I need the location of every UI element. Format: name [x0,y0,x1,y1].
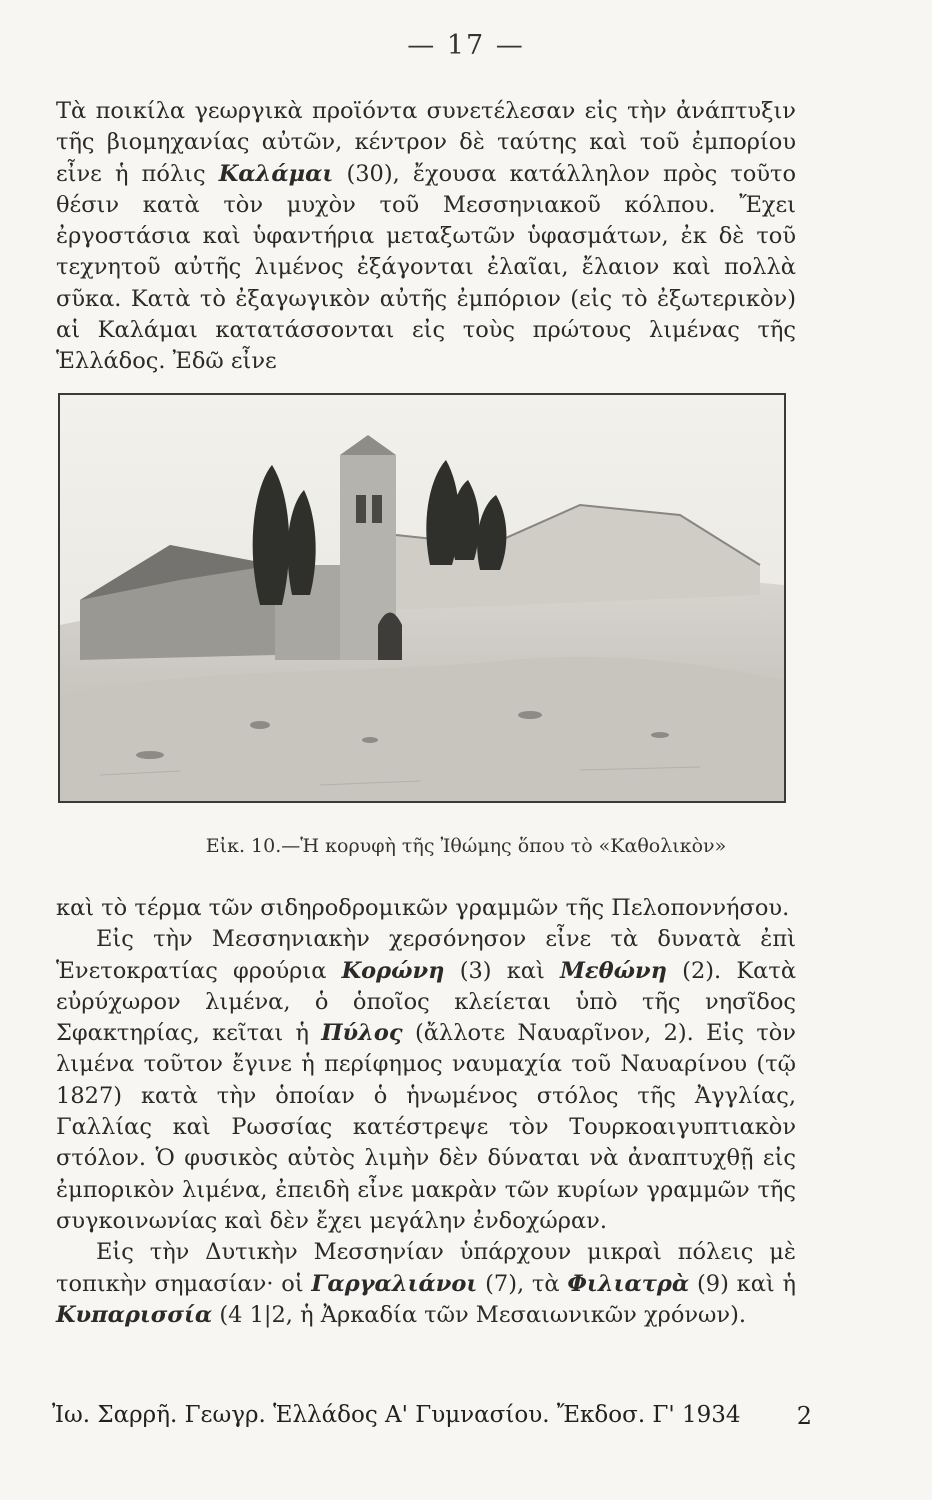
paragraph-1 [56,96,796,378]
place-pylos: Πύλος [321,1020,403,1047]
para4-text-d: (4 1|2, ἡ Ἀρκαδία τῶν Μεσαιωνικῶν χρόνων). [212,1301,747,1328]
photo-illustration [60,395,784,801]
paragraph-2 [56,893,796,1331]
footer [52,1402,812,1430]
footer-text: Ἰω. Σαρρῆ. Γεωγρ. Ἑλλάδος Α' Γυμνασίου. Ἔκδοσ. Γ' 1934 [52,1402,741,1428]
para3-text-c: (2). Κατὰ εὐρύχωρον λιμένα, ὁ ὁποῖος κλείεται ὑπὸ τῆς νησῖδος Σφακτηρίας, κεῖται ἡ [56,957,797,1047]
place-gargalianoi: Γαργαλιάνοι [311,1270,478,1297]
para4-text-b: (7), τὰ [477,1270,568,1297]
para4-text-a: Εἰς τὴν Δυτικὴν Μεσσηνίαν ὑπάρχουν μικραὶ πόλεις μὲ τοπικὴν σημασίαν· οἱ [56,1239,796,1297]
page-number: — 17 — [407,30,525,61]
place-filiatra: Φιλιατρὰ [567,1270,690,1297]
para2-text-a: καὶ τὸ τέρμα τῶν σιδηροδρομικῶν γραμμῶν τῆς Πελοποννήσου. [56,895,790,921]
figure-caption: Εἰκ. 10.—Ἡ κορυφὴ τῆς Ἰθώμης ὅπου τὸ «Καθολικὸν» [205,835,727,857]
para1-text-b: (30), ἔχουσα κατάλληλον πρὸς τοῦτο θέσιν κατὰ τὸν μυχὸν τοῦ Μεσσηνιακοῦ κόλπου. Ἔχει ἐργοστάσια καὶ ὑφαντήρια μεταξωτῶν ὑφασμάτων, ἐκ δὲ τοῦ τεχνητοῦ αὐτῆς λιμένος ἐξάγονται ἐλαῖαι, ἔλαιον καὶ πολλὰ σῦκα. Κατὰ τὸ ἐξαγωγικὸν αὐτῆς ἐμπόριον (εἰς τὸ ἐξωτερικὸν) αἱ Καλάμαι κατατάσσονται εἰς τοὺς πρώτους λιμένας τῆς Ἑλλάδος. Ἐδῶ εἶνε [56,160,796,375]
para1-text-a: Τὰ ποικίλα γεωργικὰ προϊόντα συνετέλεσαν εἰς τὴν ἀνάπτυξιν τῆς βιομηχανίας αὐτῶν, κέντρον δὲ ταύτης καὶ τοῦ ἐμπορίου εἶνε ἡ πόλις [56,98,796,187]
place-kalamai: Καλάμαι [218,160,334,187]
place-koroni: Κορώνη [341,957,445,984]
para3-text-b: (3) καὶ [444,957,560,984]
place-kyparissia: Κυπαρισσία [56,1301,213,1328]
place-methoni: Μεθώνη [560,957,667,984]
paragraph-4 [56,1237,796,1331]
photo-ithome-summit [58,393,786,803]
para3-text-d: (ἄλλοτε Ναυαρῖνον, 2). Εἰς τὸν λιμένα τοῦτον ἔγινε ἡ περίφημος ναυμαχία τοῦ Ναυαρίνου (τῷ 1827) κατὰ τὴν ὁποίαν ὁ ἡνωμένος στόλος τῆς Ἀγγλίας, Γαλλίας καὶ Ρωσσίας κατέστρεψε τὸν Τουρκοαιγυπτιακὸν στόλον. Ὁ φυσικὸς αὐτὸς λιμὴν δὲν δύναται νὰ ἀναπτυχθῇ εἰς ἐμπορικὸν λιμένα, ἐπειδὴ εἶνε μακρὰν τῶν κυρίων γραμμῶν τῆς συγκοινωνίας καὶ δὲν ἔχει μεγάλην ἐνδοχώραν. [56,1020,796,1234]
paragraph-3 [56,924,796,1237]
para4-text-c: (9) καὶ ἡ [689,1270,796,1297]
footer-sheet-number: 2 [796,1402,812,1430]
para3-text-a: Εἰς τὴν Μεσσηνιακὴν χερσόνησον εἶνε τὰ δυνατὰ ἐπὶ Ἑνετοκρατίας φρούρια [56,926,796,984]
